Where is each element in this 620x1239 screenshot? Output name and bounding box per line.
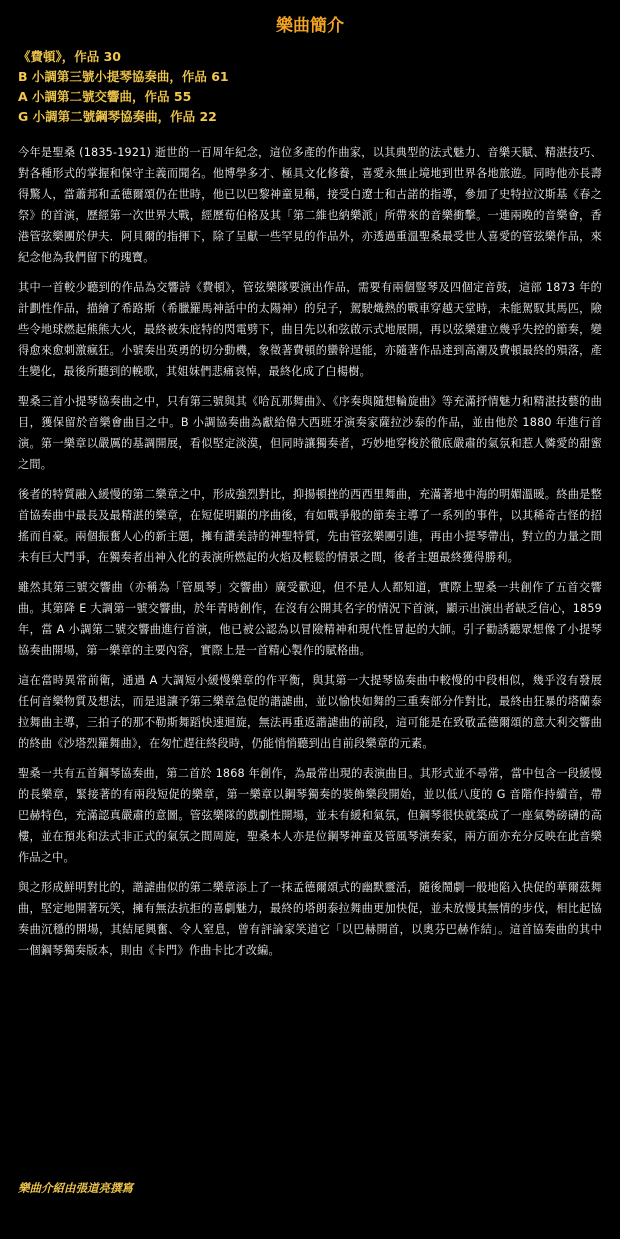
author-credit: 樂曲介紹由張道亮撰寫: [18, 1181, 133, 1195]
program-notes-body: [18, 142, 602, 961]
body-paragraph: 這在當時異常前衛，通過 A 大調短小緩慢樂章的作平衡，與其第一大提琴協奏曲中較慢的中段相似，幾乎沒有發展任何音樂物質及想法，而是退讓予第三樂章急促的諧謔曲，並以愉快如舞的三重奏部分作對比，最終由狂暴的塔蘭泰拉舞曲主導，三拍子的那不勒斯舞蹈快速迴旋，無法再重返諧謔曲的前段，這可能是在致敬孟德爾頌的意大利交響曲的終曲《沙塔烈羅舞曲》，在匆忙趕往終段時，仍能悄悄聽到出自前段樂章的元素。: [18, 674, 602, 750]
body-paragraph: 雖然其第三號交響曲（亦稱為「管風琴」交響曲）廣受歡迎，但不是人人都知道，實際上聖桑一共創作了五首交響曲。其第降 E 大調第一號交響曲，於年青時創作，在沒有公開其名字的情況下首演，顯示出演出者缺乏信心，1859 年，當 A 小調第二號交響曲進行首演，他已被公認為以冒險精神和現代性冒起的大師。引子勸誘聽眾想像了小提琴協奏曲開場，第一樂章的主要內容，實際上是一首精心製作的賦格曲。: [18, 581, 602, 657]
page-title: 樂曲簡介: [276, 16, 344, 36]
body-paragraph: 與之形成鮮明對比的，諧謔曲似的第二樂章添上了一抹孟德爾頌式的幽默靈活，隨後鬧劇一般地陷入快促的華爾茲舞曲，堅定地開著玩笑，擁有無法抗拒的喜劇魅力，最終的塔朗泰拉舞曲更加快促，並未放慢其無情的步伐，相比起協奏曲沉穩的開場，其結尾興奮、令人窒息，曾有評論家笑道它「以巴赫開首，以奧芬巴赫作結」。這首協奏曲的其中一個鋼琴獨奏版本，則由《卡門》作曲卡比才改編。: [18, 881, 602, 957]
work-title: G 小調第二號鋼琴協奏曲，作品 22: [18, 109, 217, 124]
work-title: A 小調第二號交響曲，作品 55: [18, 89, 192, 104]
body-paragraph: 後者的特質融入緩慢的第二樂章之中，形成強烈對比，抑揚頓挫的西西里舞曲，充滿著地中海的明媚溫暖。終曲是整首協奏曲中最長及最精湛的樂章，在短促明顯的序曲後，有如戰爭般的節奏主導了一系列的事件，以其稀奇古怪的招搖而自豪。兩個振奮人心的新主題，擁有讚美詩的神聖特質，先由管弦樂團引進，再由小提琴帶出，對立的力量之間未有巨大鬥爭，在獨奏者出神入化的表演所燃起的火焰及輕鬆的情景之間，後者主題最終獲得勝利。: [18, 488, 602, 564]
body-paragraph: 今年是聖桑 (1835-1921) 逝世的一百周年紀念，這位多產的作曲家，以其典型的法式魅力、音樂天賦、精湛技巧、對各種形式的掌握和保守主義而聞名。他博學多才、極具文化修養，喜愛永無止境地到世界各地旅遊。同時他亦長壽得驚人，當蕭邦和孟德爾頌仍在世時，他已以巴黎神童見稱，接受白遼士和古諾的指導，參加了史特拉汶斯基《春之祭》的首演，歷經第一次世界大戰，經歷荀伯格及其「第二維也納樂派」所帶來的音樂衝擊。一連兩晚的音樂會，香港管弦樂團於伊夫．阿貝爾的指揮下，除了呈獻一些罕見的作品外，亦透過重溫聖桑最受世人喜愛的管弦樂作品，來紀念他為我們留下的瑰寶。: [18, 146, 602, 264]
body-paragraph: 聖桑一共有五首鋼琴協奏曲，第二首於 1868 年創作，為最常出現的表演曲目。其形式並不尋常，當中包含一段緩慢的長樂章，緊接著的有兩段短促的樂章，第一樂章以鋼琴獨奏的裝飾樂段開始，並以低八度的 G 音階作持續音，帶巴赫特色，充滿認真嚴肅的意圖。管弦樂隊的戲劇性開場，並未有緩和氣氛，但鋼琴很快就築成了一座氣勢磅礴的高樓，並在預兆和法式非正式的氣氛之間周旋，聖桑本人亦是位鋼琴神童及管風琴演奏家，兩方面亦充分反映在此音樂作品之中。: [18, 767, 602, 864]
body-paragraph: 聖桑三首小提琴協奏曲之中，只有第三號與其《哈瓦那舞曲》、《序奏與隨想輪旋曲》等充滿抒情魅力和精湛技藝的曲目，獲保留於音樂會曲目之中。B 小調協奏曲為獻給偉大西班牙演奏家薩拉沙泰的作品，並由他於 1880 年進行首演。第一樂章以嚴厲的基調開展，看似堅定淡漠，但同時讓獨奏者，巧妙地穿梭於徹底嚴肅的氣氛和惹人憐愛的甜蜜之間。: [18, 395, 602, 471]
work-title: 《費頓》，作品 30: [18, 49, 121, 64]
body-paragraph: 其中一首較少聽到的作品為交響詩《費頓》，管弦樂隊要演出作品，需要有兩個豎琴及四個定音鼓，這部 1873 年的計劃性作品，描繪了希路斯（希臘羅馬神話中的太陽神）的兒子，駕駛熾熱的戰車穿越天堂時，未能駕馭其馬匹，險些令地球燃起熊熊大火，最終被朱庇特的閃電劈下，曲目先以和弦啟示式地展開，再以弦樂建立幾乎失控的節奏，變得愈來愈刺激瘋狂。小號奏出英勇的切分動機，象徵著費頓的蠻幹逞能，亦隨著作品達到高潮及費頓最終的殞落，產生變化，最後所聽到的輓歌，其姐妹們悲痛哀悼，最終化成了白楊樹。: [18, 281, 602, 378]
work-title: B 小調第三號小提琴協奏曲，作品 61: [18, 69, 229, 84]
works-list: [18, 47, 602, 127]
